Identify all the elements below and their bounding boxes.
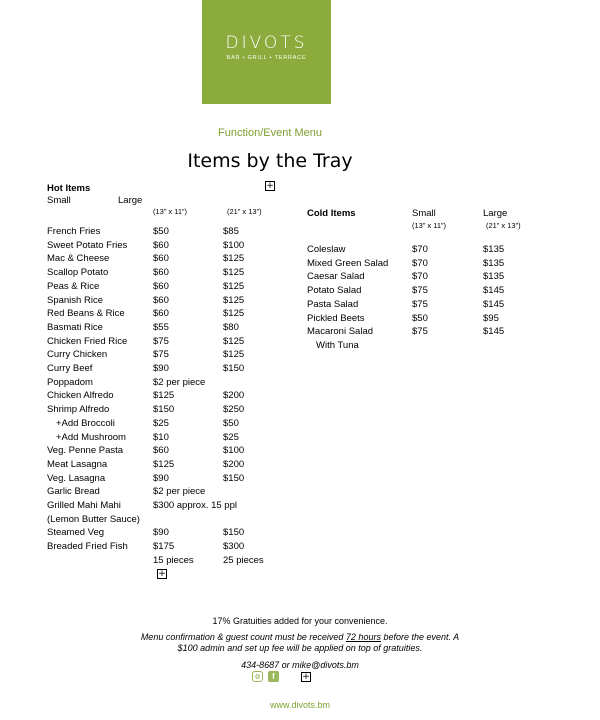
menu-item-large-price: $150 — [223, 363, 245, 374]
menu-item-name: Mixed Green Salad — [307, 257, 389, 269]
gratuity-note: 17% Gratuities added for your convenience. — [212, 616, 388, 626]
menu-item-large-price: $200 — [223, 390, 245, 402]
menu-item-name: Potato Salad — [307, 285, 362, 297]
menu-item-large-price: $50 — [223, 417, 239, 429]
menu-item-small-price: $60 — [153, 294, 169, 306]
facebook-icon[interactable]: f — [268, 671, 279, 682]
menu-item-small-price: $75 — [412, 285, 428, 297]
page-subtitle: Function/Event Menu — [218, 127, 322, 139]
menu-item-name: Basmati Rice — [47, 321, 103, 333]
menu-item-large-price: $100 — [223, 445, 245, 457]
menu-item-small-price: $300 approx. 15 ppl — [153, 500, 237, 511]
menu-item-large-price: $150 — [223, 472, 245, 484]
menu-item-row — [0, 486, 600, 499]
menu-item-large-price: $125 — [223, 294, 245, 306]
menu-item-name: With Tuna — [316, 339, 359, 351]
cold-small-size: (13” x 11”) — [412, 221, 447, 230]
logo-name: DIVOTS — [225, 33, 308, 53]
logo-tagline: BAR • GRILL • TERRACE — [226, 55, 307, 61]
menu-item-name: Pickled Beets — [307, 312, 365, 324]
hot-small-label: Small — [47, 195, 71, 206]
menu-item-name: Curry Chicken — [47, 349, 108, 361]
menu-item-small-price: $60 — [153, 267, 169, 279]
menu-item-row — [0, 432, 600, 445]
menu-item-name: Chicken Fried Rice — [47, 335, 128, 347]
menu-item-large-price: $135 — [483, 244, 505, 255]
menu-item-small-price: $60 — [153, 445, 169, 457]
confirmation-note — [100, 632, 500, 642]
menu-item-name: Sweet Potato Fries — [47, 239, 128, 251]
plus-box-icon[interactable]: + — [158, 568, 166, 579]
menu-item-large-price: $145 — [483, 298, 505, 310]
menu-item-small-price: $55 — [153, 321, 169, 333]
menu-item-name: Garlic Bread — [47, 486, 100, 498]
menu-item-row — [0, 514, 600, 527]
menu-item-large-price: $80 — [223, 321, 239, 333]
menu-item-row — [0, 313, 600, 326]
menu-item-name: Macaroni Salad — [307, 326, 374, 338]
cold-large-label: Large — [483, 208, 508, 219]
menu-item-large-price: $125 — [223, 349, 245, 361]
menu-item-name: Spanish Rice — [47, 294, 103, 306]
menu-item-small-price: $90 — [153, 527, 169, 539]
menu-item-name: Veg. Lasagna — [47, 472, 106, 484]
menu-item-large-price: $200 — [223, 458, 245, 470]
menu-item-name: Veg. Penne Pasta — [47, 445, 124, 457]
menu-item-small-price: $2 per piece — [153, 486, 206, 498]
menu-item-small-price: $60 — [153, 280, 169, 292]
menu-item-row — [0, 555, 600, 568]
menu-item-name: +Add Mushroom — [56, 431, 126, 443]
instagram-icon[interactable] — [252, 671, 263, 682]
menu-item-small-price: $175 — [153, 541, 175, 553]
menu-item-row — [0, 377, 600, 390]
menu-item-large-price: $300 — [223, 541, 245, 553]
cold-large-size: (21” x 13”) — [486, 221, 521, 230]
menu-item-row — [0, 541, 600, 554]
hot-large-label: Large — [118, 195, 143, 206]
menu-item-row — [0, 326, 600, 339]
menu-item-row — [0, 340, 600, 353]
menu-item-name: Meat Lasagna — [47, 458, 108, 470]
menu-item-large-price: $145 — [483, 326, 505, 338]
page-title: Items by the Tray — [187, 150, 353, 172]
menu-item-row — [0, 445, 600, 458]
menu-item-large-price: $135 — [483, 257, 505, 269]
menu-item-name: Shrimp Alfredo — [47, 404, 110, 416]
menu-item-small-price: $50 — [412, 312, 428, 324]
menu-item-large-price: $85 — [223, 226, 239, 237]
admin-fee-note: $100 admin and set up fee will be applied on top of gratuities. — [177, 643, 423, 653]
menu-item-large-price: $250 — [223, 404, 245, 416]
menu-item-name: French Fries — [47, 226, 101, 237]
menu-item-small-price: $90 — [153, 363, 169, 374]
menu-item-name: Caesar Salad — [307, 271, 365, 283]
menu-item-name: Pasta Salad — [307, 298, 359, 310]
menu-item-small-price: $70 — [412, 244, 428, 255]
menu-item-small-price: $2 per piece — [153, 376, 206, 388]
menu-item-name: (Lemon Butter Sauce) — [47, 513, 140, 525]
menu-item-name: Coleslaw — [307, 244, 346, 255]
cold-items-heading: Cold Items — [307, 208, 356, 219]
menu-item-row — [0, 299, 600, 312]
menu-item-name: +Add Broccoli — [56, 417, 115, 429]
hot-items-heading: Hot Items — [47, 183, 91, 194]
menu-item-small-price: $60 — [153, 308, 169, 320]
menu-item-name: Poppadom — [47, 376, 93, 388]
menu-item-small-price: $50 — [153, 226, 169, 237]
menu-item-small-price: $70 — [412, 257, 428, 269]
menu-item-small-price: $90 — [153, 472, 169, 484]
menu-item-small-price: $70 — [412, 271, 428, 283]
menu-item-large-price: $125 — [223, 253, 245, 265]
contact-info: 434-8687 or mike@divots.bm — [241, 660, 359, 670]
menu-item-small-price: $125 — [153, 458, 175, 470]
logo — [202, 0, 331, 104]
menu-item-small-price: $60 — [153, 253, 169, 265]
menu-item-large-price: $125 — [223, 308, 245, 320]
plus-box-icon[interactable]: + — [302, 671, 310, 682]
menu-item-large-price: $135 — [483, 271, 505, 283]
hot-small-size: (13” x 11”) — [153, 207, 188, 216]
menu-item-row — [0, 285, 600, 298]
menu-item-small-price: $150 — [153, 404, 175, 416]
website-link[interactable]: www.divots.bm — [269, 700, 331, 710]
menu-item-small-price: $25 — [153, 417, 169, 429]
confirmation-text-post: before the event. A — [380, 632, 460, 642]
menu-item-name: Peas & Rice — [47, 280, 100, 292]
menu-item-small-price: $75 — [153, 349, 169, 361]
hot-large-size: (21” x 13”) — [227, 207, 262, 216]
plus-box-icon[interactable]: + — [266, 180, 274, 191]
menu-item-row — [0, 363, 600, 376]
menu-item-large-price: $125 — [223, 267, 245, 279]
cold-small-label: Small — [412, 208, 436, 219]
menu-item-large-price: $25 — [223, 431, 239, 443]
menu-item-large-price: $145 — [483, 285, 505, 297]
menu-item-name: Scallop Potato — [47, 267, 109, 279]
menu-item-large-price: $125 — [223, 280, 245, 292]
menu-item-row — [0, 527, 600, 540]
menu-item-row — [0, 244, 600, 257]
menu-item-row — [0, 473, 600, 486]
menu-item-small-price: 15 pieces — [153, 554, 194, 566]
menu-item-row — [0, 418, 600, 431]
menu-item-row — [0, 390, 600, 403]
menu-item-small-price: $75 — [153, 335, 169, 347]
menu-item-name: Mac & Cheese — [47, 253, 110, 265]
menu-item-name: Grilled Mahi Mahi — [47, 500, 121, 511]
menu-item-small-price: $125 — [153, 390, 175, 402]
menu-item-small-price: $75 — [412, 298, 428, 310]
menu-item-large-price: $150 — [223, 527, 245, 539]
menu-item-name: Steamed Veg — [47, 527, 105, 539]
menu-item-row — [0, 500, 600, 513]
menu-item-small-price: $75 — [412, 326, 428, 338]
menu-item-name: Breaded Fried Fish — [47, 541, 128, 553]
menu-item-name: Red Beans & Rice — [47, 308, 125, 320]
menu-item-large-price: $95 — [483, 312, 499, 324]
menu-item-name: Chicken Alfredo — [47, 390, 114, 402]
menu-item-row — [0, 459, 600, 472]
menu-item-row — [0, 258, 600, 271]
confirmation-text-pre: Menu confirmation & guest count must be received — [140, 632, 346, 642]
menu-item-row — [0, 404, 600, 417]
menu-item-large-price: 25 pieces — [223, 554, 264, 566]
confirmation-hours: 72 hours — [345, 632, 381, 642]
menu-item-large-price: $100 — [223, 239, 245, 251]
menu-item-large-price: $125 — [223, 335, 245, 347]
menu-item-small-price: $60 — [153, 239, 169, 251]
menu-item-small-price: $10 — [153, 431, 169, 443]
menu-item-name: Curry Beef — [47, 363, 93, 374]
menu-item-row — [0, 271, 600, 284]
